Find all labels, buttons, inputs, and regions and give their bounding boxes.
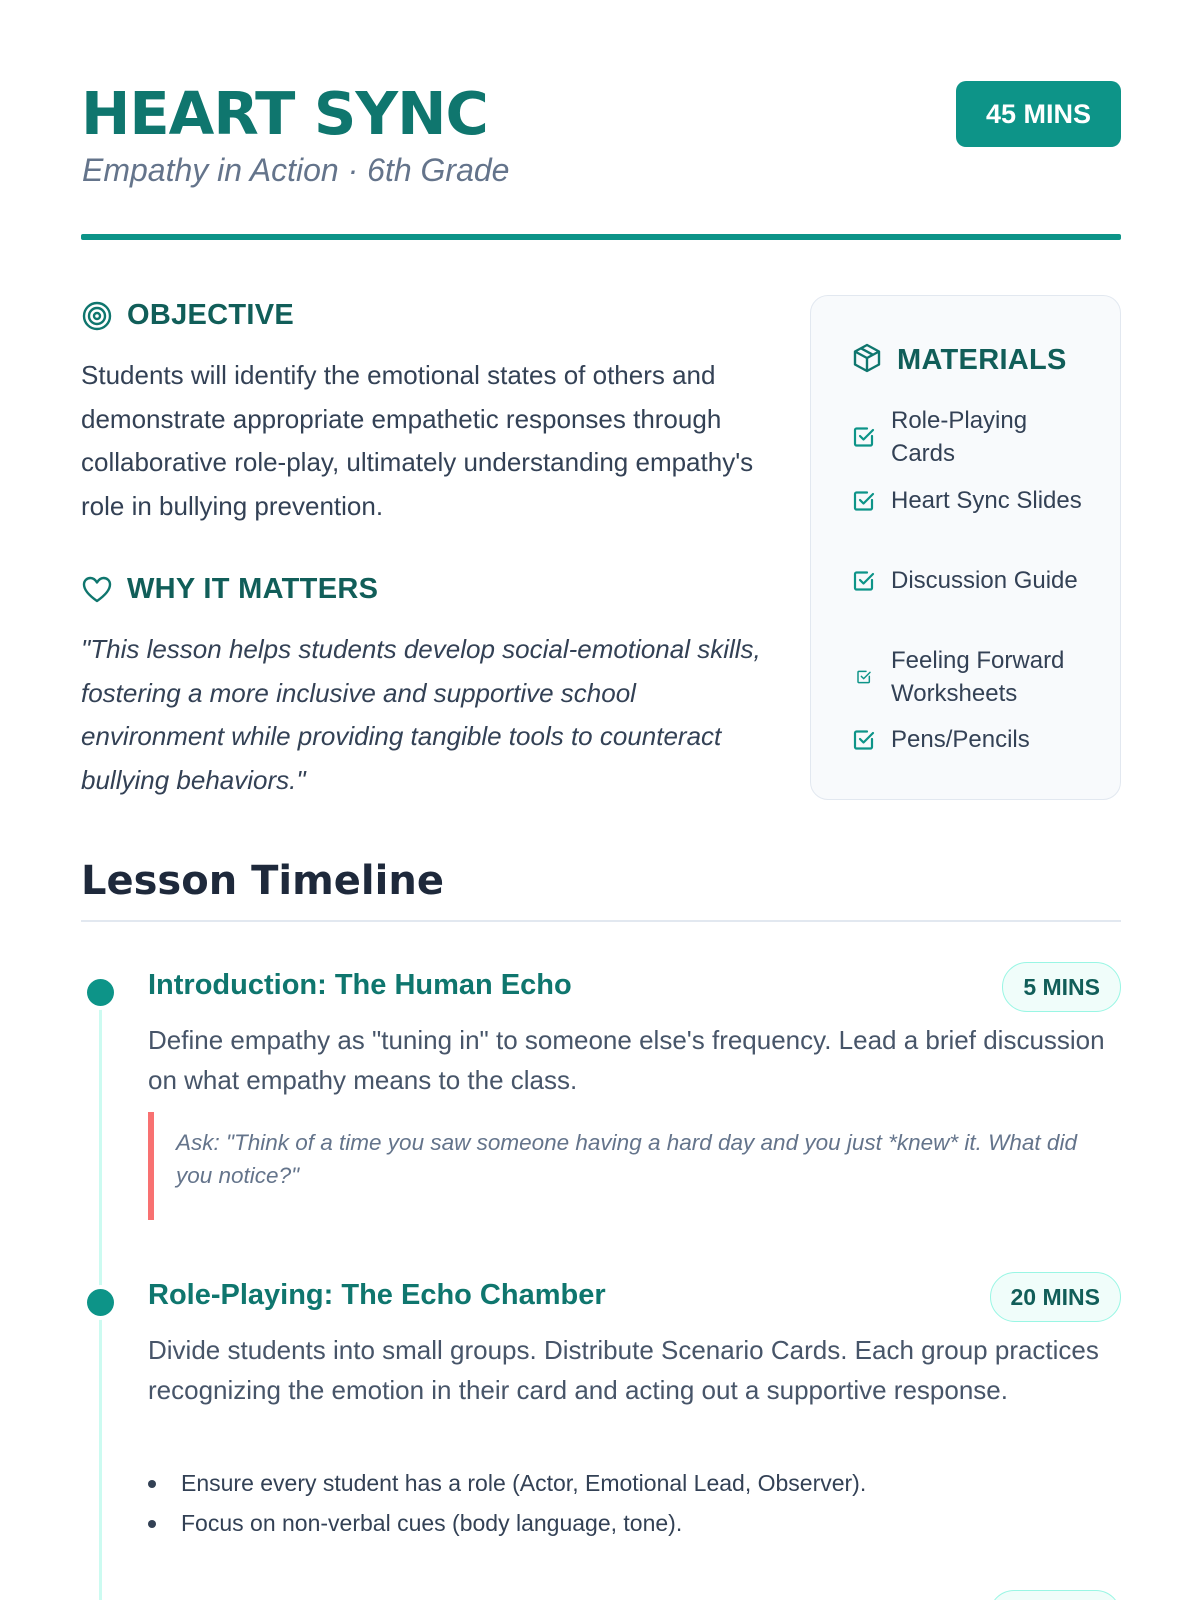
heart-icon bbox=[81, 574, 113, 606]
why-it-matters-heading bbox=[81, 573, 378, 606]
material-item-label: Feeling Forward Worksheets bbox=[891, 647, 1065, 707]
step-bullet-list bbox=[148, 1463, 1108, 1543]
checkbox-icon bbox=[851, 727, 877, 753]
page-subtitle: Empathy in Action · 6th Grade bbox=[82, 152, 510, 188]
material-item-label: Pens/Pencils bbox=[891, 726, 1030, 753]
material-item bbox=[851, 404, 1091, 470]
material-item-label: Heart Sync Slides bbox=[891, 487, 1082, 514]
checkbox-icon bbox=[851, 424, 877, 450]
objective-heading bbox=[81, 299, 294, 332]
timeline-dot bbox=[87, 979, 114, 1006]
material-item bbox=[851, 723, 1091, 756]
material-item bbox=[851, 484, 1091, 517]
page-title: HEART SYNC bbox=[81, 79, 488, 148]
step-duration-badge: 20 MINS bbox=[990, 1272, 1121, 1322]
step-prompt-quote: Ask: "Think of a time you saw someone having a hard day and you just *knew* it. What did you notice?" bbox=[148, 1112, 1108, 1220]
total-duration-badge: 45 MINS bbox=[956, 81, 1121, 147]
step-description: Define empathy as "tuning in" to someone else's frequency. Lead a brief discussion on what empathy means to the class. bbox=[148, 1025, 1105, 1095]
step-bullet: Focus on non-verbal cues (body language, tone). bbox=[148, 1503, 1108, 1543]
why-it-matters-text: "This lesson helps students develop social-emotional skills, fostering a more inclusive and supportive school environment while providing tangible tools to counteract bullying behaviors." bbox=[81, 634, 761, 795]
material-item bbox=[851, 644, 1091, 710]
objective-label: OBJECTIVE bbox=[127, 299, 295, 331]
timeline-divider bbox=[81, 920, 1121, 922]
materials-heading bbox=[851, 342, 1067, 379]
material-item bbox=[851, 564, 1091, 597]
timeline-dot bbox=[87, 1289, 114, 1316]
objective-text: Students will identify the emotional states of others and demonstrate appropriate empathetic responses through collaborative role-play, ultimately understanding empathy's role in bullying prevention. bbox=[81, 360, 754, 521]
target-icon bbox=[81, 300, 113, 332]
material-item-label: Role-Playing Cards bbox=[891, 407, 1028, 467]
checkbox-icon bbox=[851, 568, 877, 594]
materials-card bbox=[810, 295, 1121, 800]
material-item-label: Discussion Guide bbox=[891, 567, 1078, 594]
checkbox-icon bbox=[851, 664, 877, 690]
lesson-plan-page bbox=[81, 0, 1121, 1536]
step-title: Role-Playing: The Echo Chamber bbox=[148, 1279, 606, 1311]
timeline-title: Lesson Timeline bbox=[81, 858, 444, 904]
step-title: Introduction: The Human Echo bbox=[148, 969, 572, 1001]
next-step-badge-partial bbox=[989, 1590, 1121, 1600]
why-it-matters-label: WHY IT MATTERS bbox=[127, 573, 379, 605]
materials-label: MATERIALS bbox=[897, 344, 1067, 376]
step-description: Divide students into small groups. Distribute Scenario Cards. Each group practices recognizing the emotion in their card and acting out a supportive response. bbox=[148, 1335, 1099, 1405]
box-icon bbox=[851, 342, 883, 379]
step-duration-badge: 5 MINS bbox=[1002, 962, 1121, 1012]
page-header bbox=[81, 0, 1121, 240]
checkbox-icon bbox=[851, 488, 877, 514]
header-divider bbox=[81, 234, 1121, 240]
step-bullet: Ensure every student has a role (Actor, Emotional Lead, Observer). bbox=[148, 1463, 1108, 1503]
